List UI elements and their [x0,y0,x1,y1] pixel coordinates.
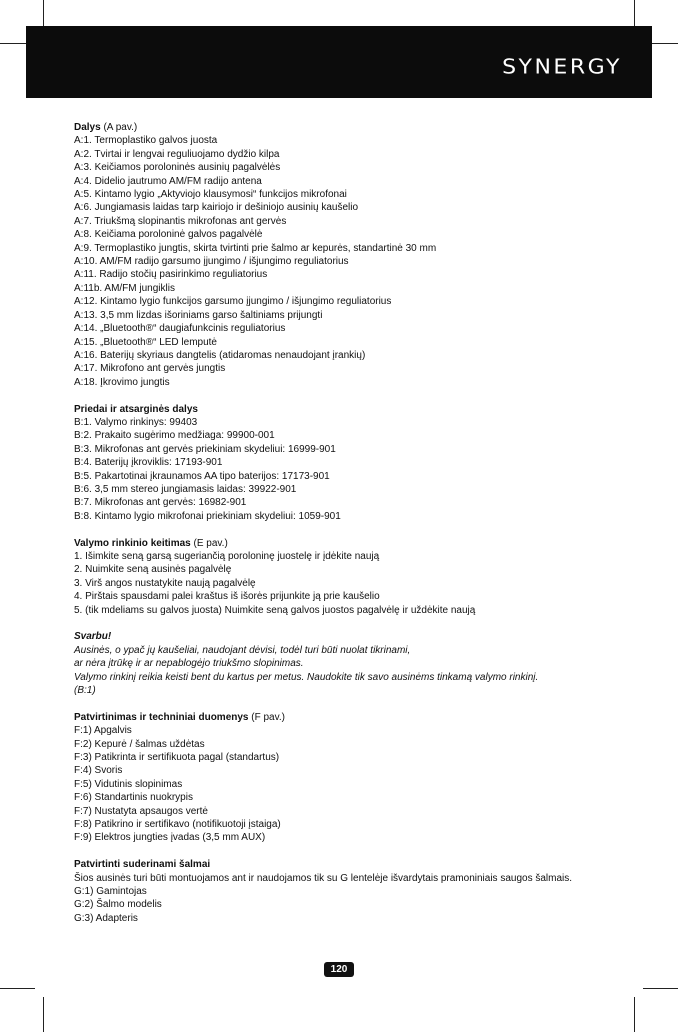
list-item: G:2) Šalmo modelis [74,899,162,911]
list-item: B:4. Baterijų įkroviklis: 17193-901 [74,457,223,469]
list-item: 1. Išimkite seną garsą sugeriančią poroloninę juostelę ir įdėkite naują [74,550,380,562]
list-item: F:9) Elektros jungties įvadas (3,5 mm AUX) [74,832,266,844]
list-item: A:18. Įkrovimo jungtis [74,376,170,388]
list-item: 2. Nuimkite seną ausinės pagalvėlę [74,564,232,576]
crop-mark [0,988,35,989]
document-body [74,121,604,939]
list-item: F:8) Patikrino ir sertifikavo (notifikuotoji įstaiga) [74,819,281,831]
cleaning-section [74,537,604,617]
list-item: A:15. „Bluetooth®“ LED lemputė [74,336,217,348]
list-item: A:13. 3,5 mm lizdas išoriniams garso šaltiniams prijungti [74,309,323,321]
list-item: F:5) Vidutinis slopinimas [74,778,183,790]
list-item: F:3) Patikrinta ir sertifikuota pagal (standartus) [74,752,280,764]
list-item: B:2. Prakaito sugėrimo medžiaga: 99900-001 [74,430,275,442]
list-item: B:7. Mikrofonas ant gervės: 16982-901 [74,497,247,509]
parts-ref: (A pav.) [103,122,138,133]
list-item: A:10. AM/FM radijo garsumo įjungimo / išjungimo reguliatorius [74,256,349,268]
list-item: B:6. 3,5 mm stereo jungiamasis laidas: 39922-901 [74,483,297,495]
list-item: A:1. Termoplastiko galvos juosta [74,135,218,147]
cleaning-ref: (E pav.) [193,537,228,549]
section-heading [74,711,604,724]
text-line: (B:1) [74,685,96,697]
list-item: F:7) Nustatyta apsaugos vertė [74,805,208,817]
list-item: A:11. Radijo stočių pasirinkimo reguliatorius [74,269,268,281]
parts-title: Dalys [74,122,101,133]
crop-mark [43,997,44,1032]
text-line: ar nėra įtrūkę ir ar nepablogėjo triukšmo slopinimas. [74,658,304,670]
text-line: Ausinės, o ypač jų kaušeliai, naudojant dėvisi, todėl turi būti nuolat tikrinami, [74,644,411,656]
parts-section [74,121,604,389]
list-item: A:2. Tvirtai ir lengvai reguliuojamo dydžio kilpa [74,148,280,160]
important-section [74,630,604,697]
list-item: F:1) Apgalvis [74,725,132,737]
list-item: F:2) Kepurė / šalmas uždėtas [74,738,205,750]
page-number: 120 [324,962,354,977]
list-item: F:4) Svoris [74,765,123,777]
list-item: 5. (tik mdeliams su galvos juosta) Nuimkite seną galvos juostos pagalvėlę ir uždėkite naują [74,604,476,616]
list-item: G:1) Gamintojas [74,886,147,898]
list-item: A:6. Jungiamasis laidas tarp kairiojo ir dešiniojo ausinių kaušelio [74,202,359,214]
list-item: A:7. Triukšmą slopinantis mikrofonas ant gervės [74,215,287,227]
accessories-section [74,403,604,524]
section-heading [74,121,604,134]
approvals-section [74,711,604,845]
section-heading [74,537,604,550]
helmets-intro: Šios ausinės turi būti montuojamos ant ir naudojamos tik su G lentelėje išvardytais pramoniniais saugos šalmais. [74,872,573,884]
cleaning-title: Valymo rinkinio keitimas [74,537,191,549]
list-item: B:8. Kintamo lygio mikrofonai priekiniam skydeliui: 1059-901 [74,510,341,522]
approvals-ref: (F pav.) [251,711,285,723]
list-item: A:12. Kintamo lygio funkcijos garsumo įjungimo / išjungimo reguliatorius [74,296,392,308]
list-item: A:9. Termoplastiko jungtis, skirta tvirtinti prie šalmo ar kepurės, standartinė 30 mm [74,242,437,254]
list-item: 3. Virš angos nustatykite naują pagalvėlę [74,577,256,589]
crop-mark [634,997,635,1032]
brand-logo: SYNERGY [502,56,622,79]
approvals-title: Patvirtinimas ir techniniai duomenys [74,711,249,723]
list-item: A:16. Baterijų skyriaus dangtelis (atidaromas nenaudojant įrankių) [74,349,366,361]
list-item: A:3. Keičiamos poroloninės ausinių pagalvėlės [74,162,281,174]
list-item: A:17. Mikrofono ant gervės jungtis [74,363,226,375]
crop-mark [643,988,678,989]
header-banner [26,26,652,98]
list-item: B:1. Valymo rinkinys: 99403 [74,416,198,428]
list-item: A:8. Keičiama poroloninė galvos pagalvėlė [74,229,263,241]
list-item: A:11b. AM/FM jungiklis [74,282,175,294]
helmets-section [74,858,604,925]
text-line: Valymo rinkinį reikia keisti bent du kartus per metus. Naudokite tik savo ausinėms tinkamą valymo rinkinį. [74,671,539,683]
list-item: A:4. Didelio jautrumo AM/FM radijo antena [74,175,262,187]
list-item: A:5. Kintamo lygio „Aktyviojo klausymosi“ funkcijos mikrofonai [74,189,347,201]
accessories-title: Priedai ir atsarginės dalys [74,403,198,415]
list-item: G:3) Adapteris [74,912,138,924]
list-item: A:14. „Bluetooth®“ daugiafunkcinis reguliatorius [74,323,286,335]
important-title: Svarbu! [74,631,112,643]
list-item: 4. Pirštais spausdami palei kraštus iš išorės prijunkite ją prie kaušelio [74,591,380,603]
list-item: F:6) Standartinis nuokrypis [74,792,193,804]
list-item: B:3. Mikrofonas ant gervės priekiniam skydeliui: 16999-901 [74,443,336,455]
helmets-title: Patvirtinti suderinami šalmai [74,859,211,871]
list-item: B:5. Pakartotinai įkraunamos AA tipo baterijos: 17173-901 [74,470,330,482]
